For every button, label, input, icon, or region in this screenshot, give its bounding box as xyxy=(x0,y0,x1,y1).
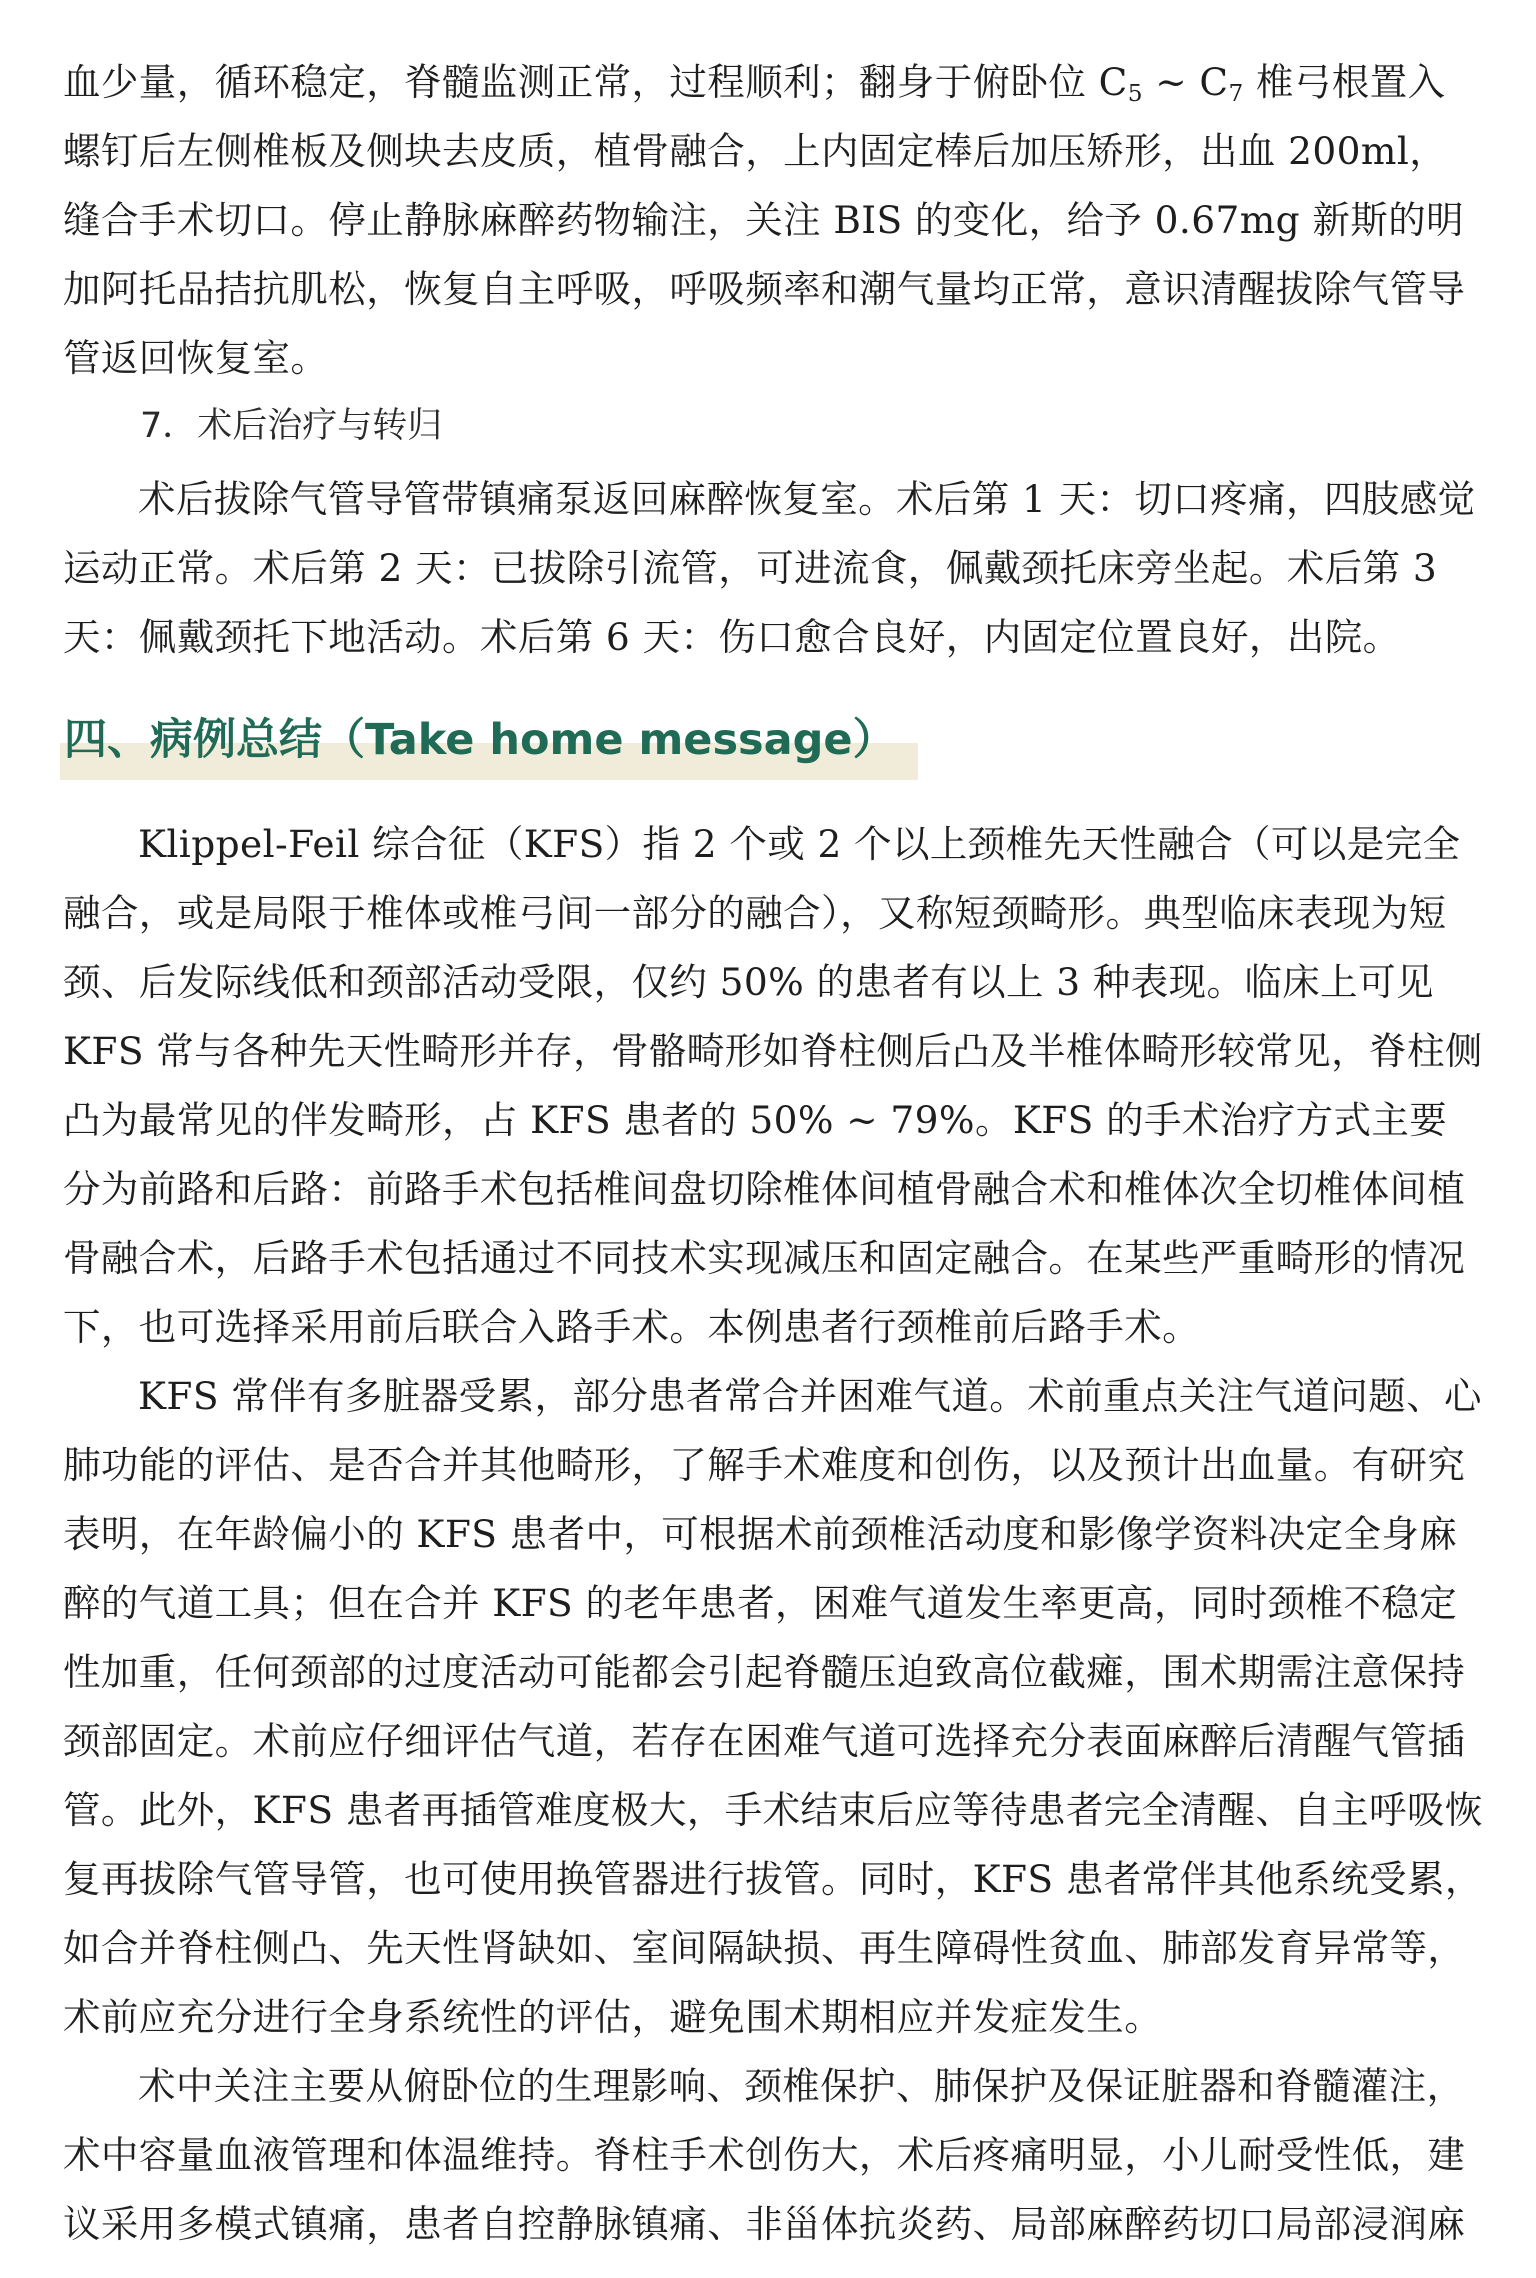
text-segment: 椎弓根置入螺钉后左侧椎板及侧块去皮质，植骨融合，上内固定棒后加压矫形，出血 200ml，缝合手术切口。停止静脉麻醉药物输注，关注 BIS 的变化，给予 0.67mg 新斯的明加阿托品拮抗肌松，恢复自主呼吸，呼吸频率和潮气量均正常，意识清醒拔除气管导管返回恢复室。 xyxy=(63,60,1466,380)
paragraph-summary-3: 术中关注主要从俯卧位的生理影响、颈椎保护、肺保护及保证脏器和脊髓灌注，术中容量血液管理和体温维持。脊柱手术创伤大，术后疼痛明显，小儿耐受性低，建议采用多模式镇痛，患者自控静脉镇痛、非甾体抗炎药、局部麻醉药切口局部浸润麻 xyxy=(63,2064,1466,2246)
subscript: 7 xyxy=(1228,79,1244,107)
section-title-summary: 四、病例总结（Take home message） xyxy=(60,700,918,780)
paragraph-surgery-procedure xyxy=(63,48,1483,393)
paragraph-summary-1: Klippel-Feil 综合征（KFS）指 2 个或 2 个以上颈椎先天性融合（可以是完全融合，或是局限于椎体或椎弓间一部分的融合），又称短颈畸形。典型临床表现为短颈、后发际线低和颈部活动受限，仅约 50% 的患者有以上 3 种表现。临床上可见 KFS 常与各种先天性畸形并存，骨骼畸形如脊柱侧后凸及半椎体畸形较常见，脊柱侧凸为最常见的伴发畸形，占 KFS 患者的 50% ~ 79%。KFS 的手术治疗方式主要分为前路和后路：前路手术包括椎间盘切除椎体间植骨融合术和椎体次全切椎体间植骨融合术，后路手术包括通过不同技术实现减压和固定融合。在某些严重畸形的情况下，也可选择采用前后联合入路手术。本例患者行颈椎前后路手术。 xyxy=(63,822,1483,1349)
paragraph-summary-2: KFS 常伴有多脏器受累，部分患者常合并困难气道。术前重点关注气道问题、心肺功能的评估、是否合并其他畸形，了解手术难度和创伤，以及预计出血量。有研究表明，在年龄偏小的 KFS 患者中，可根据术前颈椎活动度和影像学资料决定全身麻醉的气道工具；但在合并 KFS 的老年患者，困难气道发生率更高，同时颈椎不稳定性加重，任何颈部的过度活动可能都会引起脊髓压迫致高位截瘫，围术期需注意保持颈部固定。术前应仔细评估气道，若存在困难气道可选择充分表面麻醉后清醒气管插管。此外，KFS 患者再插管难度极大，手术结束后应等待患者完全清醒、自主呼吸恢复再拔除气管导管，也可使用换管器进行拔管。同时，KFS 患者常伴其他系统受累，如合并脊柱侧凸、先天性肾缺如、室间隔缺损、再生障碍性贫血、肺部发育异常等，术前应充分进行全身系统性的评估，避免围术期相应并发症发生。 xyxy=(63,1374,1483,2039)
text-segment: 血少量，循环稳定，脊髓监测正常，过程顺利；翻身于俯卧位 C xyxy=(63,60,1128,104)
text-segment: ~ C xyxy=(1142,60,1229,104)
subscript: 5 xyxy=(1127,79,1143,107)
subsection-heading-postop: 7．术后治疗与转归 xyxy=(140,406,443,446)
paragraph-postop-course: 术后拔除气管导管带镇痛泵返回麻醉恢复室。术后第 1 天：切口疼痛，四肢感觉运动正常。术后第 2 天：已拔除引流管，可进流食，佩戴颈托床旁坐起。术后第 3 天：佩戴颈托下地活动。术后第 6 天：伤口愈合良好，内固定位置良好，出院。 xyxy=(63,477,1476,659)
